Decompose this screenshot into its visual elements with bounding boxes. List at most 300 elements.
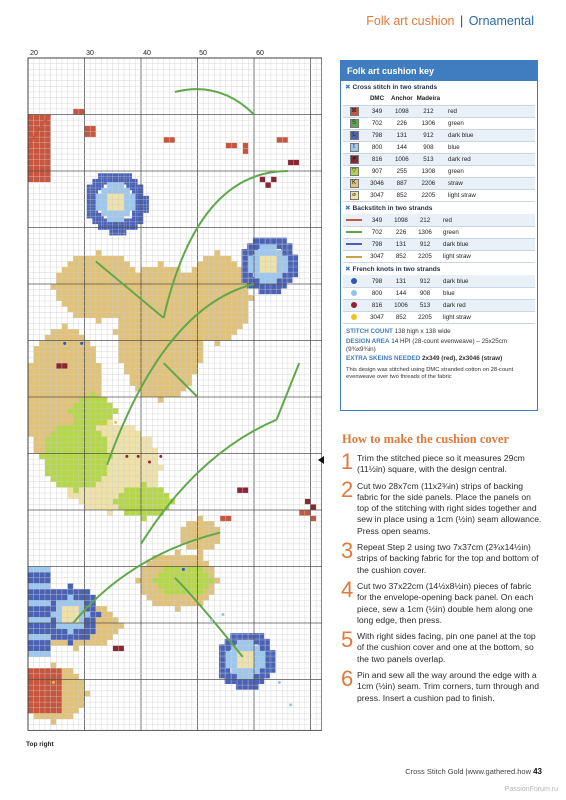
stitch-cell — [62, 335, 68, 341]
stitch-cell — [209, 572, 215, 578]
stitch-cell — [51, 674, 57, 680]
stitch-cell — [130, 194, 136, 200]
stitch-cell — [113, 425, 119, 431]
stitch-cell — [90, 431, 96, 437]
stitch-cell — [147, 329, 153, 335]
stitch-cell — [158, 465, 164, 471]
cross-stitch-chart — [26, 50, 322, 736]
stitch-cell — [226, 335, 232, 341]
stitch-cell — [73, 465, 79, 471]
key-row: 349 1098 212 red — [343, 214, 535, 226]
stitch-cell — [85, 267, 91, 273]
stitch-cell — [39, 674, 45, 680]
stitch-cell — [90, 284, 96, 290]
stitch-cell — [73, 696, 79, 702]
stitch-cell — [118, 470, 124, 476]
stitch-cell — [198, 521, 204, 527]
stitch-cell — [96, 465, 102, 471]
stitch-cell — [90, 454, 96, 460]
stitch-cell — [118, 295, 124, 301]
stitch-cell — [260, 250, 266, 256]
stitch-cell — [73, 674, 79, 680]
stitch-cell — [130, 352, 136, 358]
stitch-cell — [198, 561, 204, 567]
stitch-cell — [85, 312, 91, 318]
stitch-cell — [231, 301, 237, 307]
stitch-cell — [209, 307, 215, 313]
stitch-cell — [62, 324, 68, 330]
stitch-cell — [147, 499, 153, 505]
stitch-cell — [192, 329, 198, 335]
stitch-cell — [118, 493, 124, 499]
stitch-cell — [243, 668, 249, 674]
stitch-cell — [175, 555, 181, 561]
stitch-cell — [90, 606, 96, 612]
stitch-cell — [73, 487, 79, 493]
stitch-cell — [39, 171, 45, 177]
stitch-cell — [68, 685, 74, 691]
stitch-cell — [220, 273, 226, 279]
stitch-cell — [90, 256, 96, 262]
stitch-cell — [175, 324, 181, 330]
stitch-cell — [214, 329, 220, 335]
stitch-cell — [96, 369, 102, 375]
stitch-cell — [243, 307, 249, 313]
stitch-cell — [130, 273, 136, 279]
stitch-cell — [34, 685, 40, 691]
stitch-cell — [158, 369, 164, 375]
stitch-cell — [62, 301, 68, 307]
stitch-cell — [73, 369, 79, 375]
stitch-cell — [96, 459, 102, 465]
stitch-cell — [220, 301, 226, 307]
stitch-cell — [135, 510, 141, 516]
stitch-cell — [203, 561, 209, 567]
stitch-cell — [147, 357, 153, 363]
stitch-cell — [68, 278, 74, 284]
stitch-cell — [164, 324, 170, 330]
stitch-cell — [152, 504, 158, 510]
stitch-cell — [90, 307, 96, 313]
stitch-cell — [90, 425, 96, 431]
stitch-cell — [68, 674, 74, 680]
french-knot — [210, 619, 213, 622]
stitch-cell — [237, 301, 243, 307]
stitch-cell — [175, 572, 181, 578]
stitch-cell — [135, 318, 141, 324]
stitch-cell — [73, 437, 79, 443]
stitch-cell — [231, 657, 237, 663]
stitch-cell — [68, 273, 74, 279]
header-separator: | — [459, 14, 464, 28]
stitch-cell — [73, 454, 79, 460]
stitch-cell — [270, 238, 276, 244]
stitch-cell — [28, 617, 34, 623]
stitch-cell — [243, 312, 249, 318]
stitch-cell — [181, 290, 187, 296]
stitch-cell — [62, 329, 68, 335]
stitch-cell — [79, 680, 85, 686]
stitch-cell — [62, 623, 68, 629]
stitch-cell — [39, 617, 45, 623]
stitch-cell — [231, 295, 237, 301]
stitch-cell — [243, 663, 249, 669]
stitch-cell — [203, 544, 209, 550]
stitch-cell — [56, 674, 62, 680]
stitch-cell — [45, 617, 51, 623]
stitch-cell — [79, 380, 85, 386]
french-knot — [289, 703, 292, 706]
stitch-cell — [209, 544, 215, 550]
stitch-cell — [45, 600, 51, 606]
stitch-cell — [68, 420, 74, 426]
stitch-cell — [209, 589, 215, 595]
stitch-cell — [39, 634, 45, 640]
stitch-cell — [39, 425, 45, 431]
stitch-cell — [73, 448, 79, 454]
stitch-cell — [141, 476, 147, 482]
stitch-cell — [68, 708, 74, 714]
stitch-cell — [158, 363, 164, 369]
stitch-cell — [237, 307, 243, 313]
stitch-cell — [39, 629, 45, 635]
stitch-cell — [214, 312, 220, 318]
step-number: 3 — [341, 538, 354, 564]
stitch-cell — [68, 465, 74, 471]
stitch-cell — [28, 131, 34, 137]
stitch-cell — [79, 482, 85, 488]
stitch-cell — [90, 290, 96, 296]
stitch-cell — [85, 617, 91, 623]
stitch-cell — [45, 470, 51, 476]
stitch-cell — [68, 397, 74, 403]
stitch-cell — [90, 278, 96, 284]
stitch-cell — [243, 148, 249, 154]
stitch-cell — [169, 267, 175, 273]
instruction-step — [341, 476, 542, 537]
stitch-cell — [34, 629, 40, 635]
stitch-cell — [260, 663, 266, 669]
stitch-cell — [51, 374, 57, 380]
stitch-cell — [152, 499, 158, 505]
stitch-cell — [56, 612, 62, 618]
stitch-cell — [45, 713, 51, 719]
stitch-cell — [141, 442, 147, 448]
stitch-cell — [39, 346, 45, 352]
stitch-cell — [96, 634, 102, 640]
stitch-cell — [39, 165, 45, 171]
stitch-cell — [277, 273, 283, 279]
stitch-cell — [124, 499, 130, 505]
french-knot — [52, 681, 55, 684]
stitch-cell — [198, 335, 204, 341]
stitch-cell — [118, 194, 124, 200]
stitch-cell — [130, 312, 136, 318]
stitch-cell — [96, 437, 102, 443]
stitch-cell — [79, 295, 85, 301]
stitch-cell — [73, 646, 79, 652]
cross-stitch-table — [343, 93, 535, 202]
stitch-cell — [90, 504, 96, 510]
stitch-cell — [281, 243, 287, 249]
stitch-cell — [85, 369, 91, 375]
stitch-cell — [124, 295, 130, 301]
stitch-cell — [96, 431, 102, 437]
stitch-cell — [260, 657, 266, 663]
stitch-cell — [68, 600, 74, 606]
stitch-cell — [118, 182, 124, 188]
stitch-cell — [45, 408, 51, 414]
stitch-cell — [51, 691, 57, 697]
stitch-cell — [62, 380, 68, 386]
stitch-cell — [186, 335, 192, 341]
stitch-cell — [260, 278, 266, 284]
stitch-cell — [141, 578, 147, 584]
stitch-cell — [51, 414, 57, 420]
stitch-cell — [124, 487, 130, 493]
stitch-cell — [56, 600, 62, 606]
stitch-cell — [169, 391, 175, 397]
stitch-cell — [28, 674, 34, 680]
stitch-cell — [186, 527, 192, 533]
stitch-cell — [130, 369, 136, 375]
stitch-cell — [39, 391, 45, 397]
stitch-cell — [51, 335, 57, 341]
stitch-cell — [198, 527, 204, 533]
stitch-cell — [85, 476, 91, 482]
stitch-cell — [56, 414, 62, 420]
stitch-cell — [62, 595, 68, 601]
stitch-cell — [158, 301, 164, 307]
stitch-cell — [231, 143, 237, 149]
stitch-cell — [147, 583, 153, 589]
key-row: ♥ 816 1006 513 dark red — [343, 153, 535, 165]
stitch-cell — [101, 205, 107, 211]
stitch-cell — [73, 295, 79, 301]
stitch-cell — [79, 640, 85, 646]
stitch-cell — [107, 442, 113, 448]
stitch-cell — [254, 651, 260, 657]
instruction-step — [341, 576, 542, 626]
stitch-cell — [104, 224, 110, 230]
stitch-cell — [56, 369, 62, 375]
stitch-cell — [79, 448, 85, 454]
stitch-cell — [90, 442, 96, 448]
stitch-cell — [45, 651, 51, 657]
stitch-cell — [45, 437, 51, 443]
stitch-cell — [141, 369, 147, 375]
stitch-cell — [45, 465, 51, 471]
stitch-cell — [90, 482, 96, 488]
stitch-cell — [242, 684, 248, 690]
stitch-cell — [186, 380, 192, 386]
stitch-cell — [73, 691, 79, 697]
stitch-cell — [209, 527, 215, 533]
stitch-cell — [275, 238, 281, 244]
stitch-cell — [34, 646, 40, 652]
stitch-cell — [28, 369, 34, 375]
stitch-cell — [158, 595, 164, 601]
stitch-cell — [158, 391, 164, 397]
stitch-cell — [68, 634, 74, 640]
stitch-cell — [130, 374, 136, 380]
stitch-cell — [192, 341, 198, 347]
stitch-cell — [247, 249, 253, 255]
stitch-cell — [73, 397, 79, 403]
stitch-cell — [130, 205, 136, 211]
stitch-cell — [214, 527, 220, 533]
stitch-cell — [124, 465, 130, 471]
stitch-cell — [265, 278, 271, 284]
stitch-cell — [101, 199, 107, 205]
stitch-cell — [68, 290, 74, 296]
stitch-cell — [45, 171, 51, 177]
stitch-cell — [175, 284, 181, 290]
stitch-cell — [73, 374, 79, 380]
stitch-cell — [34, 420, 40, 426]
stitch-cell — [130, 267, 136, 273]
stitch-cell — [158, 578, 164, 584]
stitch-cell — [220, 284, 226, 290]
stitch-cell — [113, 301, 119, 307]
stitch-cell — [79, 431, 85, 437]
stitch-cell — [226, 256, 232, 262]
stitch-cell — [79, 437, 85, 443]
stitch-cell — [152, 600, 158, 606]
stitch-cell — [101, 188, 107, 194]
stitch-cell — [107, 284, 113, 290]
stitch-cell — [45, 420, 51, 426]
stitch-cell — [118, 307, 124, 313]
stitch-cell — [118, 318, 124, 324]
stitch-cell — [175, 301, 181, 307]
stitch-cell — [231, 329, 237, 335]
stitch-cell — [56, 713, 62, 719]
stitch-cell — [51, 341, 57, 347]
stitch-cell — [73, 267, 79, 273]
stitch-cell — [214, 538, 220, 544]
stitch-cell — [209, 318, 215, 324]
stitch-cell — [181, 278, 187, 284]
stitch-cell — [287, 249, 293, 255]
stitch-cell — [247, 633, 253, 639]
stitch-cell — [51, 713, 57, 719]
stitch-cell — [271, 267, 277, 273]
stitch-cell — [28, 160, 34, 166]
stitch-cell — [135, 465, 141, 471]
french-knot-icon — [351, 278, 357, 284]
stitch-cell — [270, 667, 276, 673]
stitch-cell — [85, 487, 91, 493]
stitch-cell — [85, 284, 91, 290]
stitch-cell — [51, 634, 57, 640]
stitch-cell — [28, 680, 34, 686]
stitch-cell — [147, 386, 153, 392]
stitch-cell — [181, 352, 187, 358]
stitch-cell — [113, 329, 119, 335]
stitch-cell — [118, 437, 124, 443]
stitch-cell — [39, 357, 45, 363]
stitch-cell — [39, 600, 45, 606]
stitch-cell — [292, 260, 298, 266]
stitch-cell — [130, 307, 136, 313]
stitch-cell — [192, 301, 198, 307]
stitch-cell — [107, 312, 113, 318]
stitch-cell — [152, 583, 158, 589]
stitch-cell — [73, 634, 79, 640]
stitch-cell — [175, 583, 181, 589]
stitch-cell — [39, 696, 45, 702]
stitch-cell — [113, 408, 119, 414]
stitch-cell — [73, 708, 79, 714]
stitch-cell — [101, 454, 107, 460]
stitch-cell — [164, 380, 170, 386]
stitch-cell — [118, 454, 124, 460]
stitch-cell — [299, 510, 305, 516]
stitch-cell — [248, 668, 254, 674]
stitch-cell — [147, 510, 153, 516]
stitch-cell — [226, 663, 232, 669]
stitch-cell — [85, 448, 91, 454]
stitch-cell — [169, 318, 175, 324]
stitch-cell — [126, 218, 132, 224]
key-section-french: ✖ French knots in two strands — [345, 266, 441, 274]
stitch-cell — [39, 708, 45, 714]
key-row: L 798 131 912 dark blue — [343, 129, 535, 141]
stitch-cell — [34, 403, 40, 409]
stitch-cell — [242, 260, 248, 266]
stitch-cell — [68, 487, 74, 493]
stitch-cell — [203, 318, 209, 324]
stitch-cell — [56, 420, 62, 426]
stitch-cell — [107, 188, 113, 194]
stitch-cell — [62, 352, 68, 358]
stitch-cell — [135, 470, 141, 476]
stitch-cell — [73, 685, 79, 691]
stitch-cell — [90, 493, 96, 499]
stitch-cell — [107, 623, 113, 629]
stitch-cell — [152, 465, 158, 471]
stitch-cell — [164, 352, 170, 358]
stitch-cell — [130, 278, 136, 284]
stitch-cell — [147, 504, 153, 510]
stitch-cell — [68, 386, 74, 392]
stitch-cell — [96, 256, 102, 262]
stitch-cell — [152, 352, 158, 358]
stitch-cell — [96, 363, 102, 369]
stitch-cell — [158, 307, 164, 313]
stitch-cell — [28, 702, 34, 708]
stitch-cell — [101, 634, 107, 640]
stitch-cell — [68, 408, 74, 414]
stitch-cell — [96, 307, 102, 313]
stitch-cell — [90, 437, 96, 443]
axis-number: 30 — [86, 50, 94, 57]
stitch-cell — [79, 617, 85, 623]
stitch-cell — [135, 431, 141, 437]
stitch-cell — [51, 702, 57, 708]
stitch-cell — [107, 612, 113, 618]
stitch-cell — [219, 650, 225, 656]
stitch-cell — [79, 109, 85, 115]
page-footer: Cross Stitch Gold |www.gathered.how 43 — [405, 767, 542, 776]
stitch-cell — [231, 651, 237, 657]
stitch-cell — [198, 261, 204, 267]
stitch-cell — [56, 623, 62, 629]
stitch-cell — [152, 369, 158, 375]
stitch-cell — [68, 403, 74, 409]
stitch-cell — [96, 391, 102, 397]
